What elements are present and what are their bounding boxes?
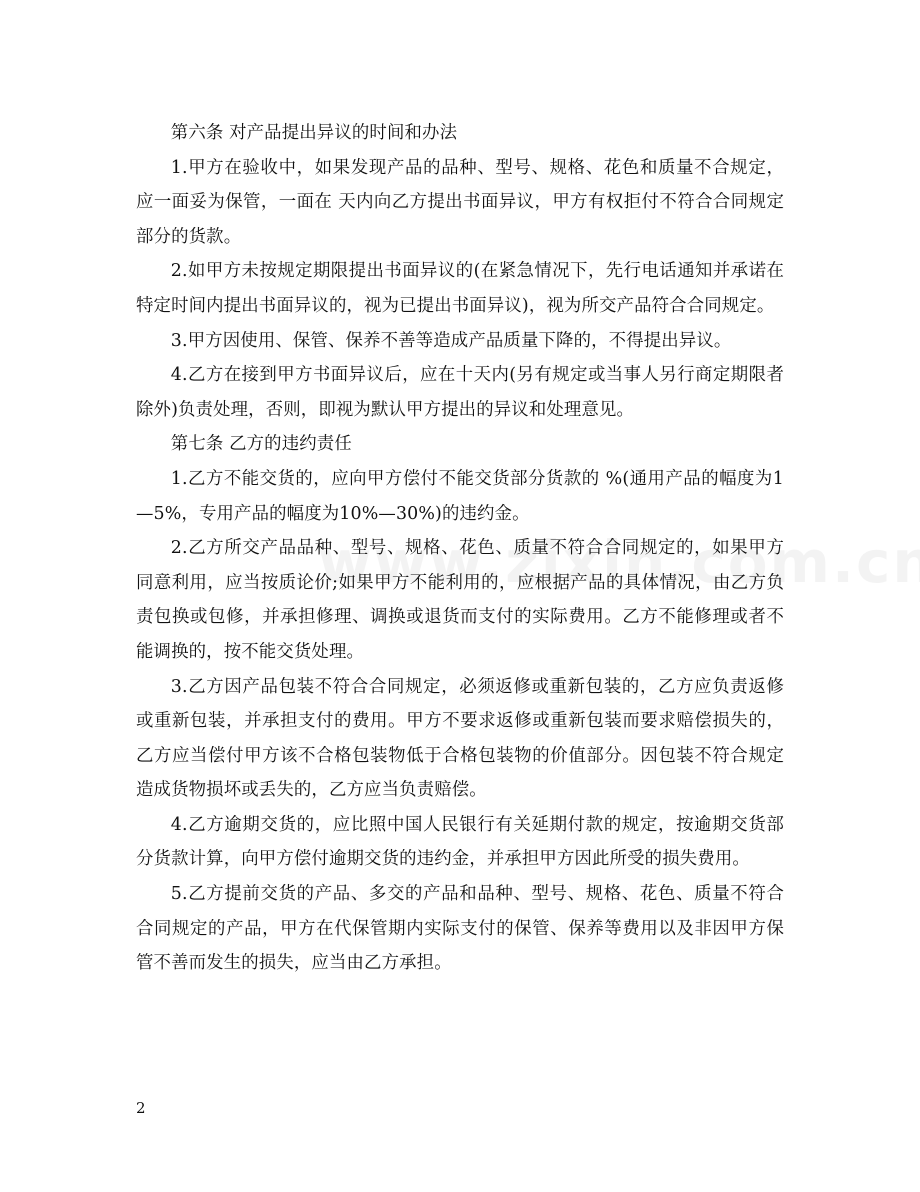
article-6-clause-2: 2.如甲方未按规定期限提出书面异议的(在紧急情况下，先行电话通知并承诺在特定时间内提出书面异议的，视为已提出书面异议)，视为所交产品符合合同规定。 — [136, 261, 784, 316]
article-7-clause-3: 3.乙方因产品包装不符合合同规定，必须返修或重新包装的，乙方应负责返修或重新包装，并承担支付的费用。甲方不要求返修或重新包装而要求赔偿损失的，乙方应当偿付甲方该不合格包装物低于合格包装物的价值部分。因包装不符合规定造成货物损坏或丢失的，乙方应当负责赔偿。 — [136, 676, 784, 801]
article-7-clause-5: 5.乙方提前交货的产品、多交的产品和品种、型号、规格、花色、质量不符合合同规定的产品，甲方在代保管期内实际支付的保管、保养等费用以及非因甲方保管不善而发生的损失，应当由乙方承担。 — [136, 884, 784, 974]
article-7-clause-4: 4.乙方逾期交货的，应比照中国人民银行有关延期付款的规定，按逾期交货部分货款计算，向甲方偿付逾期交货的违约金，并承担甲方因此所受的损失费用。 — [136, 814, 784, 870]
article-6-clause-1: 1.甲方在验收中，如果发现产品的品种、型号、规格、花色和质量不合规定，应一面妥为保管，一面在 天内向乙方提出书面异议，甲方有权拒付不符合合同规定部分的货款。 — [136, 157, 784, 247]
article-6-heading: 第六条 对产品提出异议的时间和办法 — [170, 123, 458, 143]
article-7-heading: 第七条 乙方的违约责任 — [170, 434, 352, 455]
page-number: 2 — [136, 1099, 146, 1117]
article-6-clause-4: 4.乙方在接到甲方书面异议后，应在十天内(另有规定或当事人另行商定期限者除外)负责处理，否则，即视为默认甲方提出的异议和处理意见。 — [136, 365, 784, 420]
article-7-clause-2: 2.乙方所交产品品种、型号、规格、花色、质量不符合合同规定的，如果甲方同意利用，应当按质论价;如果甲方不能利用的，应根据产品的具体情况，由乙方负责包换或包修，并承担修理、调换或退货而支付的实际费用。乙方不能修理或者不能调换的，按不能交货处理。 — [136, 538, 784, 662]
document-body — [136, 116, 784, 981]
article-6-clause-3: 3.甲方因使用、保管、保养不善等造成产品质量下降的，不得提出异议。 — [170, 330, 732, 351]
article-7-clause-1: 1.乙方不能交货的，应向甲方偿付不能交货部分货款的 %(通用产品的幅度为1—5%，专用产品的幅度为10%—30%)的违约金。 — [136, 468, 784, 524]
